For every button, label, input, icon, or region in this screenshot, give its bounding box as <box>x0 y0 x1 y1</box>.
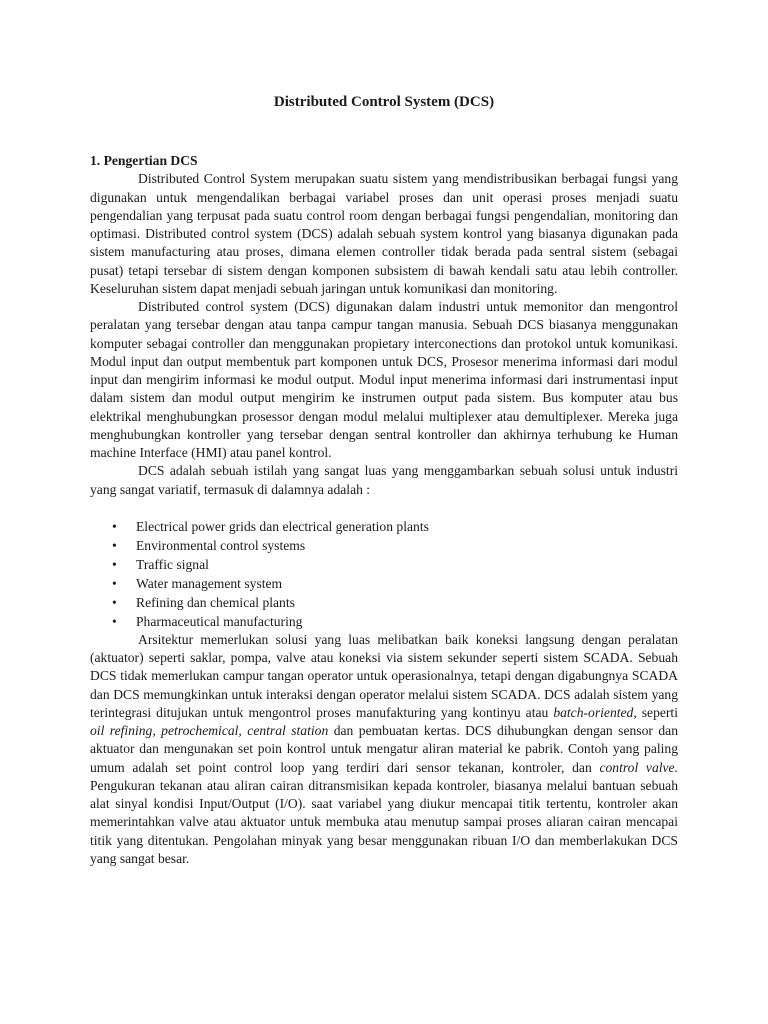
architecture-text-1: Arsitektur memerlukan solusi yang luas melibatkan baik koneksi langsung dengan peralatan (aktuator) seperti saklar, pompa, valve atau koneksi via sistem sekunder seperti sistem SCADA. Sebuah DCS tidak memerlukan campur tangan operator untuk operasionalnya, tetapi dengan digabungnya SCADA dan DCS memungkinkan untuk interaksi dengan operator melalui sistem SCADA. DCS adalah sistem yang terintegrasi ditujukan untuk mengontrol proses manufakturing yang kontinyu atau <box>90 631 678 720</box>
architecture-text-3: dan pembuatan kertas. DCS dihubungkan dengan sensor dan aktuator dan mengunakan set poin kontrol untuk mengatur aliran material ke pabrik. Contoh yang paling umum adalah set point control loop yang terdiri dari sensor tekanan, kontroler, dan <box>90 723 678 775</box>
paragraph-definition: Distributed Control System merupakan suatu sistem yang mendistribusikan berbagai fungsi yang digunakan untuk mengendalikan berbagai variabel proses dan unit operasi proses menjadi suatu pengendalian yang terpusat pada suatu control room dengan berbagai fungsi pengendalian, monitoring dan optimasi. Distributed control system (DCS) adalah sebuah system kontrol yang biasanya digunakan pada sistem manufacturing atau proses, dimana elemen controller tidak berada pada sentral sistem (sebagai pusat) tetapi tersebar di sistem dengan komponen subsistem di bawah kendali satu atau lebih controller. Keseluruhan sistem dapat menjadi sebuah jaringan untuk komunikasi dan monitoring. <box>90 171 678 296</box>
list-item-text: Electrical power grids dan electrical generation plants <box>136 518 429 534</box>
architecture-text-4: Pengukuran tekanan atau aliran cairan ditransmisikan kepada kontroler, biasanya melalui bantuan sebuah alat sinyal kondisi Input/Output (I/O). saat variabel yang diukur mencapai titik tertentu, kontroler akan memerintahkan valve atau aktuator untuk membuka atau menutup sampai proses aliaran cairan mencapai titik yang ditentukan. Pengolahan minyak yang besar menggunakan ribuan I/O dan memberlakukan DCS yang sangat besar. <box>90 777 678 866</box>
list-item <box>90 517 678 536</box>
paragraph-usage: Distributed control system (DCS) digunakan dalam industri untuk memonitor dan mengontrol peralatan yang tersebar dengan atau tanpa campur tangan manusia. Sebuah DCS biasanya menggunakan komputer sebagai controller dan menggunakan propietary interconections dan protokol untuk komunikasi. Modul input dan output membentuk part komponen untuk DCS, Prosesor menerima informasi dari modul input dan mengirim informasi ke modul output. Modul input menerima informasi dari instrumentasi input dalam sistem dan modul output mengirim ke instrumen output pada sistem. Bus komputer atau bus elektrikal menghubungkan prosessor dengan modul melalui multiplexer atau demultiplexer. Mereka juga menghubungkan kontroller yang tersebar dengan sentral kontroller dan akhirnya terhubung ke Human machine Interface (HMI) atau panel kontrol. <box>90 299 678 460</box>
industry-list <box>90 517 678 631</box>
list-item-text: Refining dan chemical plants <box>136 594 295 610</box>
bullet-icon: • <box>112 575 117 591</box>
document-title: Distributed Control System (DCS) <box>273 94 495 110</box>
list-item <box>90 612 678 631</box>
architecture-italic-2: oil refining, petrochemical, central station <box>90 723 329 738</box>
list-item-text: Pharmaceutical manufacturing <box>136 613 303 629</box>
bullet-icon: • <box>112 518 117 534</box>
list-item-text: Environmental control systems <box>136 537 306 553</box>
list-item <box>90 536 678 555</box>
list-item <box>90 574 678 593</box>
list-item-text: Traffic signal <box>136 556 209 572</box>
list-item-text: Water management system <box>136 575 283 591</box>
paragraph-scope: DCS adalah sebuah istilah yang sangat luas yang menggambarkan sebuah solusi untuk industri yang sangat variatif, termasuk di dalamnya adalah : <box>90 463 678 497</box>
bullet-icon: • <box>112 594 117 610</box>
architecture-italic-1: batch-oriented <box>553 704 634 720</box>
list-item <box>90 593 678 612</box>
section-heading: 1. Pengertian DCS <box>90 153 198 168</box>
list-item <box>90 555 678 574</box>
paragraph-architecture <box>90 631 678 868</box>
architecture-text-2: , seperti <box>633 704 678 720</box>
architecture-italic-3: control valve. <box>599 759 678 775</box>
document-page <box>90 92 678 868</box>
bullet-icon: • <box>112 556 117 572</box>
bullet-icon: • <box>112 613 117 629</box>
bullet-icon: • <box>112 537 117 553</box>
